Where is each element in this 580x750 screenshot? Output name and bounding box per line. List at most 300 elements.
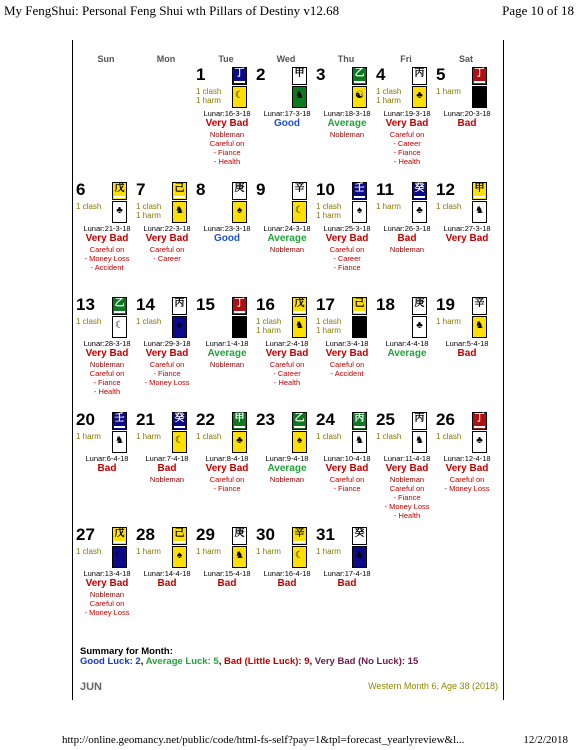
careful-note: - Accident <box>90 263 124 272</box>
luck-rating: Very Bad <box>385 463 429 474</box>
clash-harm-tag: 1 clash <box>316 317 342 326</box>
day-pillar-icon <box>292 412 307 454</box>
clash-harm-tag: 1 clash <box>436 432 462 441</box>
day-cell[interactable] <box>436 296 497 408</box>
lunar-date: Lunar:1-4-18 <box>205 339 249 348</box>
day-cell[interactable] <box>196 296 257 408</box>
day-pillar-icon <box>112 412 127 454</box>
luck-rating: Very Bad <box>265 348 309 359</box>
branch-animal-icon: ♣ <box>472 431 487 453</box>
day-number: 23 <box>256 410 275 429</box>
stem-caption-bar <box>294 196 305 198</box>
luck-rating: Average <box>267 233 307 244</box>
day-cell[interactable] <box>256 66 317 178</box>
luck-rating: Very Bad <box>325 463 369 474</box>
nobleman-note: Nobleman <box>89 590 125 599</box>
branch-animal-icon: ♞ <box>352 546 367 568</box>
careful-note: - Health <box>213 157 241 166</box>
lunar-date: Lunar:13-4-18 <box>83 569 131 578</box>
day-cell[interactable] <box>76 411 137 523</box>
stem-icon: 壬 <box>112 412 127 430</box>
careful-note: - Money Loss <box>144 378 190 387</box>
stem-icon: 庚 <box>232 182 247 200</box>
day-pillar-icon <box>472 412 487 454</box>
weekday-tue: Tue <box>218 54 234 64</box>
day-cell[interactable] <box>316 526 377 638</box>
day-pillar-icon <box>232 527 247 569</box>
day-pillar-icon <box>172 182 187 224</box>
month-label: JUN <box>80 681 103 693</box>
branch-animal-icon: ♜ <box>472 86 487 108</box>
day-pillar-icon <box>172 527 187 569</box>
stem-caption-bar <box>354 196 365 198</box>
day-number: 1 <box>196 65 206 84</box>
day-number: 15 <box>196 295 215 314</box>
day-number: 10 <box>316 180 335 199</box>
summary-very-bad: Very Bad (No Luck): 15 <box>314 656 419 667</box>
weekday-wed: Wed <box>276 54 296 64</box>
careful-note: Careful on <box>209 475 245 484</box>
lunar-date: Lunar:2-4-18 <box>265 339 309 348</box>
careful-note: Careful on <box>329 475 365 484</box>
stem-icon: 辛 <box>472 297 487 315</box>
day-pillar-icon <box>412 297 427 339</box>
branch-animal-icon: ♠ <box>352 201 367 223</box>
clash-harm-tag: 1 harm <box>376 202 401 211</box>
lunar-date: Lunar:11-4-18 <box>383 454 431 463</box>
stem-icon: 己 <box>172 527 187 545</box>
stem-icon: 癸 <box>412 182 427 200</box>
day-cell[interactable] <box>196 181 257 293</box>
stem-icon: 庚 <box>232 527 247 545</box>
day-pillar-icon <box>352 297 367 339</box>
careful-note: - Fiance <box>393 493 421 502</box>
stem-caption-bar <box>354 81 365 83</box>
luck-rating: Very Bad <box>85 348 129 359</box>
day-number: 3 <box>316 65 326 84</box>
stem-caption-bar <box>354 541 365 543</box>
careful-note: Careful on <box>89 369 125 378</box>
stem-caption-bar <box>174 311 185 313</box>
stem-icon: 己 <box>352 297 367 315</box>
clash-harm-tag: 1 clash <box>316 432 342 441</box>
day-number: 14 <box>136 295 155 314</box>
stem-icon: 丁 <box>232 67 247 85</box>
clash-harm-tag: 1 clash <box>196 87 222 96</box>
clash-harm-tag: 1 harm <box>256 326 281 335</box>
clash-harm-tag: 1 clash <box>376 432 402 441</box>
summary-line: Good Luck: 2, Average Luck: 5, Bad (Little Luck): 9, Very Bad (No Luck): 15 <box>80 656 419 667</box>
stem-icon: 戊 <box>112 527 127 545</box>
careful-note: - Health <box>393 157 421 166</box>
careful-note: - Money Loss <box>444 484 490 493</box>
day-number: 12 <box>436 180 455 199</box>
branch-animal-icon: ♠ <box>172 316 187 338</box>
day-pillar-icon <box>292 67 307 109</box>
day-cell[interactable] <box>316 296 377 408</box>
branch-animal-icon: ♞ <box>292 316 307 338</box>
stem-caption-bar <box>114 426 125 428</box>
day-cell[interactable] <box>76 296 137 408</box>
stem-caption-bar <box>294 81 305 83</box>
stem-caption-bar <box>474 426 485 428</box>
lunar-date: Lunar:15-4-18 <box>203 569 251 578</box>
nobleman-note: Nobleman <box>269 475 305 484</box>
lunar-date: Lunar:22-3-18 <box>143 224 191 233</box>
lunar-date: Lunar:24-3-18 <box>263 224 311 233</box>
stem-caption-bar <box>234 196 245 198</box>
footer-url[interactable]: http://online.geomancy.net/public/code/html-fs-self?pay=1&tpl=forecast_yearlyreview&l... <box>62 734 465 746</box>
day-cell[interactable] <box>376 181 437 293</box>
stem-caption-bar <box>414 311 425 313</box>
day-number: 2 <box>256 65 266 84</box>
day-pillar-icon <box>232 67 247 109</box>
stem-caption-bar <box>174 196 185 198</box>
clash-harm-tag: 1 harm <box>136 211 161 220</box>
stem-caption-bar <box>414 196 425 198</box>
summary-average: Average Luck: 5 <box>145 656 219 667</box>
lunar-date: Lunar:9-4-18 <box>265 454 309 463</box>
lunar-date: Lunar:10-4-18 <box>323 454 371 463</box>
stem-caption-bar <box>234 311 245 313</box>
luck-rating: Very Bad <box>145 348 189 359</box>
stem-caption-bar <box>474 311 485 313</box>
careful-note: - Money Loss <box>84 608 130 617</box>
day-cell[interactable] <box>436 66 497 178</box>
branch-animal-icon: ♞ <box>412 431 427 453</box>
luck-rating: Very Bad <box>325 233 369 244</box>
careful-note: - Fiance <box>333 263 361 272</box>
nobleman-note: Nobleman <box>389 475 425 484</box>
branch-animal-icon: ☾ <box>292 201 307 223</box>
day-number: 5 <box>436 65 446 84</box>
day-number: 11 <box>376 180 394 199</box>
stem-caption-bar <box>354 426 365 428</box>
lunar-date: Lunar:7-4-18 <box>145 454 189 463</box>
luck-rating: Average <box>387 348 427 359</box>
lunar-date: Lunar:28-3-18 <box>83 339 131 348</box>
nobleman-note: Nobleman <box>89 360 125 369</box>
day-pillar-icon <box>472 297 487 339</box>
clash-harm-tag: 1 harm <box>196 96 221 105</box>
clash-harm-tag: 1 harm <box>376 96 401 105</box>
lunar-date: Lunar:12-4-18 <box>443 454 491 463</box>
careful-note: - Fiance <box>153 369 181 378</box>
luck-rating: Bad <box>277 578 297 589</box>
weekday-fri: Fri <box>400 54 412 64</box>
lunar-date: Lunar:14-4-18 <box>143 569 191 578</box>
day-number: 31 <box>316 525 335 544</box>
stem-icon: 庚 <box>412 297 427 315</box>
branch-animal-icon: ♞ <box>472 316 487 338</box>
stem-icon: 丁 <box>472 67 487 85</box>
day-number: 17 <box>316 295 335 314</box>
stem-icon: 丁 <box>472 412 487 430</box>
careful-note: Careful on <box>449 475 485 484</box>
day-number: 6 <box>76 180 86 199</box>
day-number: 22 <box>196 410 215 429</box>
branch-animal-icon: ♣ <box>412 316 427 338</box>
careful-note: - Fiance <box>93 378 121 387</box>
day-cell[interactable] <box>256 411 317 523</box>
day-pillar-icon <box>412 182 427 224</box>
day-cell[interactable] <box>436 181 497 293</box>
day-cell[interactable] <box>316 181 377 293</box>
day-pillar-icon <box>232 182 247 224</box>
day-cell[interactable] <box>136 181 197 293</box>
weekday-sun: Sun <box>97 54 115 64</box>
stem-icon: 乙 <box>112 297 127 315</box>
day-cell[interactable] <box>196 66 257 178</box>
luck-rating: Bad <box>217 578 237 589</box>
clash-harm-tag: 1 harm <box>316 547 341 556</box>
branch-animal-icon: ♞ <box>172 201 187 223</box>
stem-icon: 丁 <box>232 297 247 315</box>
branch-animal-icon: ☾ <box>172 431 187 453</box>
careful-note: Careful on <box>389 484 425 493</box>
branch-animal-icon: ☾ <box>352 316 367 338</box>
branch-animal-icon: ♣ <box>412 86 427 108</box>
branch-animal-icon: ♣ <box>112 201 127 223</box>
day-pillar-icon <box>412 412 427 454</box>
day-number: 20 <box>76 410 95 429</box>
branch-animal-icon: ☾ <box>112 546 127 568</box>
day-cell[interactable] <box>376 296 437 408</box>
stem-icon: 甲 <box>292 67 307 85</box>
day-pillar-icon <box>292 297 307 339</box>
careful-note: Careful on <box>209 139 245 148</box>
lunar-date: Lunar:3-4-18 <box>325 339 369 348</box>
clash-harm-tag: 1 clash <box>316 202 342 211</box>
day-number: 25 <box>376 410 395 429</box>
day-cell[interactable] <box>136 411 197 523</box>
day-cell[interactable] <box>376 411 437 523</box>
stem-caption-bar <box>174 426 185 428</box>
nobleman-note: Nobleman <box>209 130 245 139</box>
day-number: 21 <box>136 410 155 429</box>
lunar-date: Lunar:16-3-18 <box>203 109 251 118</box>
day-cell[interactable] <box>376 66 437 178</box>
luck-rating: Bad <box>157 578 177 589</box>
stem-caption-bar <box>234 426 245 428</box>
day-number: 7 <box>136 180 146 199</box>
day-pillar-icon <box>232 297 247 339</box>
day-pillar-icon <box>352 412 367 454</box>
summary-title: Summary for Month: <box>80 646 173 657</box>
day-number: 18 <box>376 295 395 314</box>
clash-harm-tag: 1 clash <box>436 202 462 211</box>
lunar-date: Lunar:29-3-18 <box>143 339 191 348</box>
clash-harm-tag: 1 clash <box>136 317 162 326</box>
stem-caption-bar <box>474 81 485 83</box>
page-number: Page 10 of 18 <box>502 3 574 18</box>
luck-rating: Average <box>267 463 307 474</box>
careful-note: - Career <box>393 139 421 148</box>
clash-harm-tag: 1 harm <box>436 87 461 96</box>
nobleman-note: Nobleman <box>269 245 305 254</box>
clash-harm-tag: 1 harm <box>256 547 281 556</box>
day-number: 8 <box>196 180 206 199</box>
branch-animal-icon: ♣ <box>232 431 247 453</box>
day-cell[interactable] <box>256 296 317 408</box>
clash-harm-tag: 1 clash <box>76 547 102 556</box>
day-cell[interactable] <box>196 411 257 523</box>
luck-rating: Very Bad <box>385 118 429 129</box>
lunar-date: Lunar:6-4-18 <box>85 454 129 463</box>
stem-caption-bar <box>114 541 125 543</box>
day-number: 13 <box>76 295 95 314</box>
careful-note: Careful on <box>389 130 425 139</box>
lunar-date: Lunar:27-3-18 <box>443 224 491 233</box>
stem-icon: 丙 <box>172 297 187 315</box>
lunar-date: Lunar:26-3-18 <box>383 224 431 233</box>
clash-harm-tag: 1 clash <box>256 317 282 326</box>
stem-caption-bar <box>174 541 185 543</box>
luck-rating: Bad <box>337 578 357 589</box>
day-cell[interactable] <box>136 526 197 638</box>
luck-rating: Good <box>213 233 241 244</box>
clash-harm-tag: 1 clash <box>136 202 162 211</box>
careful-note: - Fiance <box>393 148 421 157</box>
clash-harm-tag: 1 harm <box>136 547 161 556</box>
day-number: 16 <box>256 295 275 314</box>
stem-icon: 戊 <box>292 297 307 315</box>
clash-harm-tag: 1 clash <box>196 432 222 441</box>
careful-note: - Career <box>333 254 361 263</box>
lunar-date: Lunar:17-4-18 <box>323 569 371 578</box>
stem-icon: 癸 <box>172 412 187 430</box>
clash-harm-tag: 1 harm <box>316 326 341 335</box>
lunar-date: Lunar:23-3-18 <box>203 224 251 233</box>
day-number: 26 <box>436 410 455 429</box>
careful-note: - Health <box>393 511 421 520</box>
day-cell[interactable] <box>256 181 317 293</box>
branch-animal-icon: ♞ <box>112 431 127 453</box>
careful-note: - Health <box>93 387 121 396</box>
day-pillar-icon <box>472 182 487 224</box>
luck-rating: Very Bad <box>145 233 189 244</box>
luck-rating: Bad <box>97 463 117 474</box>
day-pillar-icon <box>352 527 367 569</box>
luck-rating: Bad <box>397 233 417 244</box>
luck-rating: Very Bad <box>445 233 489 244</box>
day-number: 4 <box>376 65 386 84</box>
day-pillar-icon <box>292 527 307 569</box>
careful-note: - Fiance <box>213 148 241 157</box>
careful-note: - Health <box>273 378 301 387</box>
branch-animal-icon: ♟ <box>232 316 247 338</box>
branch-animal-icon: ♞ <box>292 86 307 108</box>
day-number: 30 <box>256 525 275 544</box>
stem-caption-bar <box>294 426 305 428</box>
clash-harm-tag: 1 harm <box>76 432 101 441</box>
lunar-date: Lunar:8-4-18 <box>205 454 249 463</box>
weekday-mon: Mon <box>156 54 176 64</box>
clash-harm-tag: 1 harm <box>436 317 461 326</box>
lunar-date: Lunar:5-4-18 <box>445 339 489 348</box>
lunar-date: Lunar:20-3-18 <box>443 109 491 118</box>
luck-rating: Very Bad <box>205 463 249 474</box>
careful-note: Careful on <box>329 360 365 369</box>
careful-note: Careful on <box>89 245 125 254</box>
branch-animal-icon: ☾ <box>232 86 247 108</box>
day-pillar-icon <box>352 182 367 224</box>
stem-caption-bar <box>114 196 125 198</box>
nobleman-note: Nobleman <box>149 475 185 484</box>
stem-icon: 戊 <box>112 182 127 200</box>
stem-icon: 己 <box>172 182 187 200</box>
stem-icon: 辛 <box>292 527 307 545</box>
day-cell[interactable] <box>436 411 497 523</box>
day-number: 28 <box>136 525 155 544</box>
careful-note: Careful on <box>269 360 305 369</box>
day-cell[interactable] <box>316 411 377 523</box>
luck-rating: Average <box>327 118 367 129</box>
day-pillar-icon <box>412 67 427 109</box>
nobleman-note: Nobleman <box>329 130 365 139</box>
branch-animal-icon: ♠ <box>172 546 187 568</box>
lunar-date: Lunar:16-4-18 <box>263 569 311 578</box>
branch-animal-icon: ♠ <box>292 431 307 453</box>
clash-harm-tag: 1 clash <box>376 87 402 96</box>
day-cell[interactable] <box>76 181 137 293</box>
day-pillar-icon <box>172 412 187 454</box>
day-cell[interactable] <box>136 296 197 408</box>
stem-caption-bar <box>294 541 305 543</box>
day-cell[interactable] <box>256 526 317 638</box>
branch-animal-icon: ♞ <box>352 431 367 453</box>
careful-note: Careful on <box>149 245 185 254</box>
luck-rating: Very Bad <box>325 348 369 359</box>
day-cell[interactable] <box>316 66 377 178</box>
day-pillar-icon <box>112 297 127 339</box>
stem-icon: 乙 <box>352 67 367 85</box>
day-number: 27 <box>76 525 95 544</box>
stem-caption-bar <box>414 81 425 83</box>
day-cell[interactable] <box>76 526 137 638</box>
luck-rating: Average <box>207 348 247 359</box>
clash-harm-tag: 1 harm <box>136 432 161 441</box>
day-pillar-icon <box>472 67 487 109</box>
clash-harm-tag: 1 harm <box>316 211 341 220</box>
stem-caption-bar <box>474 196 485 198</box>
summary-good: Good Luck: 2 <box>80 656 141 667</box>
day-number: 29 <box>196 525 215 544</box>
weekday-sat: Sat <box>458 54 473 64</box>
stem-caption-bar <box>234 81 245 83</box>
lunar-date: Lunar:18-3-18 <box>323 109 371 118</box>
lunar-date: Lunar:19-3-18 <box>383 109 431 118</box>
luck-rating: Bad <box>457 348 477 359</box>
branch-animal-icon: ♞ <box>232 546 247 568</box>
day-pillar-icon <box>292 182 307 224</box>
stem-caption-bar <box>234 541 245 543</box>
luck-rating: Bad <box>157 463 177 474</box>
day-pillar-icon <box>112 527 127 569</box>
stem-icon: 丙 <box>412 67 427 85</box>
lunar-date: Lunar:21-3-18 <box>83 224 131 233</box>
day-cell[interactable] <box>196 526 257 638</box>
stem-icon: 辛 <box>292 182 307 200</box>
branch-animal-icon: ♠ <box>232 201 247 223</box>
weekday-thu: Thu <box>337 54 355 64</box>
careful-note: - Career <box>153 254 181 263</box>
stem-icon: 甲 <box>232 412 247 430</box>
luck-rating: Very Bad <box>85 578 129 589</box>
day-pillar-icon <box>112 182 127 224</box>
careful-note: Careful on <box>329 245 365 254</box>
branch-animal-icon: ☯ <box>352 86 367 108</box>
